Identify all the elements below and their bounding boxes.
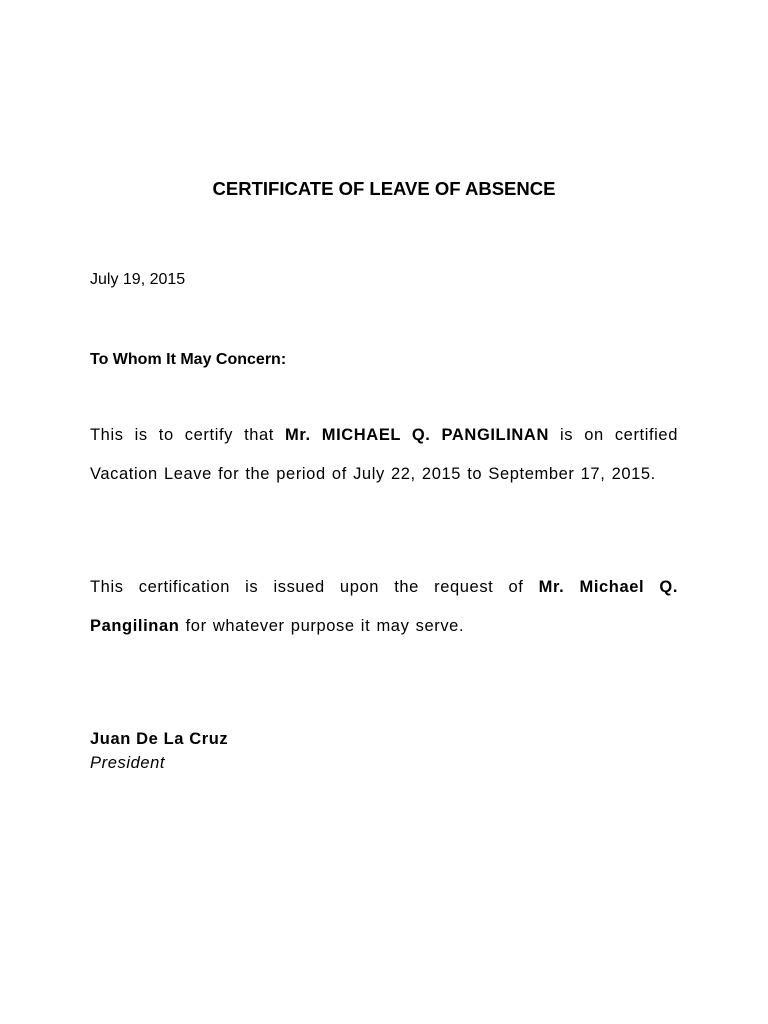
paragraph1-text-after: is on certified Vacation Leave for the period of July 22, 2015 to September 17, 2015.	[90, 426, 678, 483]
signatory-name: Juan De La Cruz	[90, 730, 229, 748]
paragraph1-text-before: This is to certify that	[90, 426, 286, 444]
signatory-title: President	[90, 754, 166, 772]
requester-name-bold: Mr. Michael Q. Pangilinan	[90, 578, 678, 635]
document-date: July 19, 2015	[90, 271, 186, 288]
certification-paragraph	[90, 416, 678, 493]
employee-name-bold: Mr. MICHAEL Q. PANGILINAN	[285, 426, 549, 444]
paragraph2-text-after: for whatever purpose it may serve.	[179, 616, 465, 635]
paragraph2-text-before: This certification is issued upon the request of	[90, 578, 539, 596]
salutation: To Whom It May Concern:	[90, 351, 287, 368]
purpose-paragraph	[90, 568, 678, 645]
document-title: CERTIFICATE OF LEAVE OF ABSENCE	[212, 178, 556, 199]
